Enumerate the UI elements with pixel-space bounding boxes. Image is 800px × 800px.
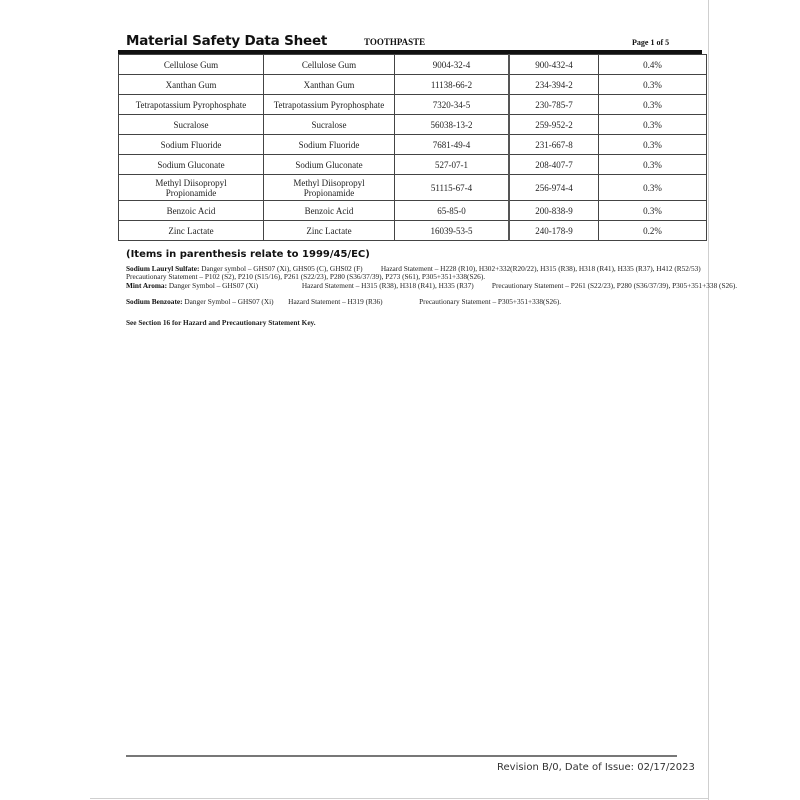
precautionary-statement: Precautionary Statement – P261 (S22/23), P280 (S36/37/39), P305+351+338 (S26). (491, 280, 738, 290)
page-edge-right (708, 0, 709, 800)
parenthesis-note: (Items in parenthesis relate to 1999/45/EC) (126, 249, 370, 260)
ingredient-name: Xanthan Gum (119, 75, 264, 95)
danger-symbol: Danger symbol – GHS07 (Xi), GHS05 (C), GHS02 (F) (201, 264, 363, 273)
hazard-statement: Hazard Statement – H319 (R36) (288, 297, 383, 307)
table-row (119, 95, 707, 115)
cas-number: 51115-67-4 (395, 175, 510, 201)
cas-number: 16039-53-5 (395, 221, 510, 241)
common-name: Xanthan Gum (264, 75, 395, 95)
cas-number: 7681-49-4 (395, 135, 510, 155)
percent-value: 0.3% (599, 155, 707, 175)
cas-number: 527-07-1 (395, 155, 510, 175)
danger-symbol: Danger Symbol – GHS07 (Xi) (184, 297, 274, 307)
product-name: TOOTHPASTE (364, 37, 426, 47)
common-name: Zinc Lactate (264, 221, 395, 241)
danger-symbol: Danger Symbol – GHS07 (Xi) (168, 280, 259, 290)
page-number: Page 1 of 5 (632, 38, 670, 47)
ec-number: 256-974-4 (509, 175, 599, 201)
substance-label: Sodium Lauryl Sulfate: (126, 264, 200, 273)
ingredient-name: Zinc Lactate (119, 221, 264, 241)
ec-number: 231-667-8 (509, 135, 599, 155)
ingredient-name: Methyl Diisopropyl Propionamide (119, 175, 264, 201)
common-name: Benzoic Acid (264, 201, 395, 221)
revision-info: Revision B/0, Date of Issue: 02/17/2023 (497, 762, 695, 773)
ec-number: 230-785-7 (509, 95, 599, 115)
footer-rule (126, 755, 677, 757)
percent-value: 0.2% (599, 221, 707, 241)
table-row (119, 115, 707, 135)
ec-number: 200-838-9 (509, 201, 599, 221)
substance-label: Mint Aroma: (126, 280, 168, 290)
hazard-statement: Hazard Statement – H315 (R38), H318 (R41), H335 (R37) (301, 280, 474, 290)
document-title: Material Safety Data Sheet (126, 33, 328, 49)
ingredient-name: Sodium Gluconate (119, 155, 264, 175)
ec-number: 240-178-9 (509, 221, 599, 241)
table-row (119, 221, 707, 241)
percent-value: 0.3% (599, 135, 707, 155)
cas-number: 7320-34-5 (395, 95, 510, 115)
common-name: Tetrapotassium Pyrophosphate (264, 95, 395, 115)
hazard-statement: Hazard Statement – H228 (R10), H302+332(R20/22), H315 (R38), H318 (R41), H335 (R37), H412 (R52/53) (380, 264, 701, 273)
page-edge-bottom (90, 798, 709, 799)
hazard-line (126, 280, 738, 290)
table-row (119, 135, 707, 155)
common-name: Sucralose (264, 115, 395, 135)
ec-number: 208-407-7 (509, 155, 599, 175)
hazard-statements (126, 264, 738, 307)
ec-number: 234-394-2 (509, 75, 599, 95)
table-row (119, 175, 707, 201)
ingredient-name: Sucralose (119, 115, 264, 135)
common-name: Sodium Gluconate (264, 155, 395, 175)
percent-value: 0.3% (599, 115, 707, 135)
ec-number: 259-952-2 (509, 115, 599, 135)
cas-number: 56038-13-2 (395, 115, 510, 135)
ec-number: 900-432-4 (509, 55, 599, 75)
common-name: Cellulose Gum (264, 55, 395, 75)
percent-value: 0.3% (599, 201, 707, 221)
table-row (119, 201, 707, 221)
percent-value: 0.4% (599, 55, 707, 75)
ingredient-name: Cellulose Gum (119, 55, 264, 75)
common-name: Sodium Fluoride (264, 135, 395, 155)
percent-value: 0.3% (599, 75, 707, 95)
ingredient-name: Sodium Fluoride (119, 135, 264, 155)
ingredient-name: Tetrapotassium Pyrophosphate (119, 95, 264, 115)
common-name: Methyl Diisopropyl Propionamide (264, 175, 395, 201)
cas-number: 11138-66-2 (395, 75, 510, 95)
percent-value: 0.3% (599, 95, 707, 115)
table-row (119, 75, 707, 95)
precautionary-statement: Precautionary Statement – P305+351+338(S26). (419, 297, 562, 307)
ingredient-name: Benzoic Acid (119, 201, 264, 221)
cas-number: 9004-32-4 (395, 55, 510, 75)
table-row (119, 155, 707, 175)
statement-key-note: See Section 16 for Hazard and Precautionary Statement Key. (126, 318, 316, 327)
substance-label: Sodium Benzoate: (126, 297, 183, 307)
precautionary-statement: Precautionary Statement – P102 (S2), P210 (S15/16), P261 (S22/23), P280 (S36/37/39), P273 (S61), P305+351+338(S26). (126, 272, 486, 282)
ingredients-table (118, 54, 707, 241)
hazard-line (126, 298, 706, 306)
percent-value: 0.3% (599, 175, 707, 201)
table-row (119, 55, 707, 75)
cas-number: 65-85-0 (395, 201, 510, 221)
